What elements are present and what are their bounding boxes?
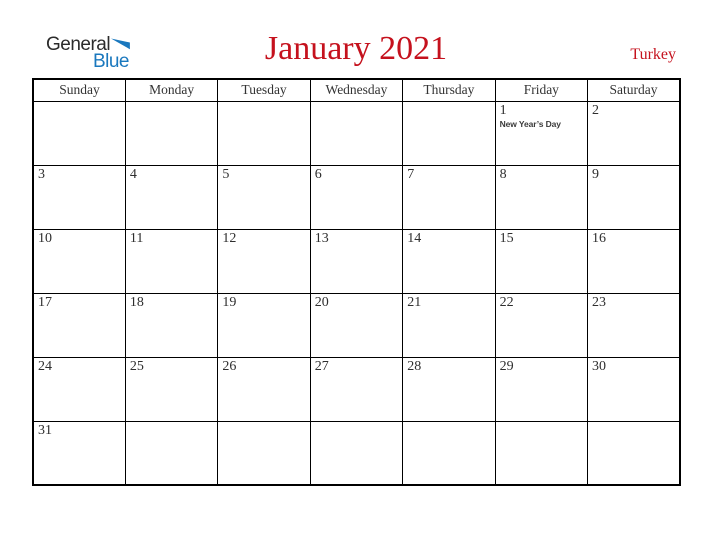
- calendar-cell: [125, 165, 217, 229]
- date-number: 23: [592, 294, 607, 310]
- calendar-cell: [310, 421, 402, 485]
- date-number: 29: [499, 358, 514, 374]
- day-header-friday: Friday: [495, 79, 587, 101]
- calendar-cell: [495, 229, 587, 293]
- date-number: 24: [38, 358, 52, 374]
- date-number: 15: [499, 230, 514, 246]
- calendar-cell: [588, 165, 680, 229]
- calendar-cell: [310, 293, 402, 357]
- date-number: 20: [314, 294, 329, 310]
- date-number: 7: [407, 166, 415, 182]
- calendar-cell: [33, 421, 125, 485]
- day-header-wednesday: Wednesday: [310, 79, 402, 101]
- week-row: [33, 357, 680, 421]
- calendar-cell: [218, 101, 310, 165]
- calendar-cell: [588, 101, 680, 165]
- calendar-cell: [310, 165, 402, 229]
- date-number: 16: [592, 230, 607, 246]
- calendar-cell: [33, 293, 125, 357]
- calendar-cell: [125, 421, 217, 485]
- week-row: [33, 293, 680, 357]
- date-number: 26: [222, 358, 237, 374]
- calendar-cell: [310, 101, 402, 165]
- date-number: 8: [499, 166, 507, 182]
- calendar-cell: [310, 229, 402, 293]
- calendar-cell: [125, 101, 217, 165]
- date-number: 3: [38, 166, 45, 182]
- calendar-cell: [403, 165, 495, 229]
- calendar-cell: [125, 357, 217, 421]
- logo-text-blue: Blue: [92, 51, 129, 72]
- calendar-table: [32, 78, 681, 486]
- calendar-cell: [495, 421, 587, 485]
- logo-text-general: General: [46, 34, 111, 55]
- calendar-cell: [588, 421, 680, 485]
- date-number: 2: [592, 102, 600, 118]
- page-title: January 2021: [264, 30, 448, 67]
- week-row: [33, 229, 680, 293]
- calendar-cell: [33, 165, 125, 229]
- date-number: 17: [38, 294, 52, 310]
- calendar-cell: [125, 229, 217, 293]
- calendar-cell: [33, 229, 125, 293]
- date-number: 28: [407, 358, 422, 374]
- calendar-cell: [125, 293, 217, 357]
- date-number: 19: [222, 294, 237, 310]
- week-row: [33, 165, 680, 229]
- calendar-cell: [588, 229, 680, 293]
- day-header-tuesday: Tuesday: [218, 79, 310, 101]
- calendar-cell: [218, 421, 310, 485]
- calendar-cell: [218, 357, 310, 421]
- calendar-cell: [403, 101, 495, 165]
- calendar-cell: [403, 293, 495, 357]
- calendar-cell: [33, 357, 125, 421]
- calendar-cell: [33, 101, 125, 165]
- date-number: 10: [38, 230, 52, 246]
- day-header-thursday: Thursday: [403, 79, 495, 101]
- calendar-cell: [403, 421, 495, 485]
- calendar-cell: [495, 165, 587, 229]
- day-header-saturday: Saturday: [588, 79, 680, 101]
- calendar-cell: [218, 165, 310, 229]
- date-number: 5: [222, 166, 230, 182]
- week-row: [33, 421, 680, 485]
- calendar-cell: [495, 293, 587, 357]
- date-number: 1: [499, 102, 507, 118]
- day-header-sunday: Sunday: [33, 79, 125, 101]
- date-number: 25: [129, 358, 144, 374]
- date-number: 13: [314, 230, 329, 246]
- calendar-cell: [310, 357, 402, 421]
- date-number: 22: [499, 294, 514, 310]
- date-number: 9: [592, 166, 600, 182]
- calendar-cell: [218, 293, 310, 357]
- date-number: 14: [407, 230, 422, 246]
- calendar-cell: [218, 229, 310, 293]
- holiday-label: New Year’s Day: [499, 118, 561, 129]
- date-number: 21: [407, 294, 422, 310]
- day-header-row: [33, 79, 680, 101]
- date-number: 6: [314, 166, 322, 182]
- date-number: 27: [314, 358, 329, 374]
- day-header-monday: Monday: [125, 79, 217, 101]
- date-number: 18: [129, 294, 144, 310]
- date-number: 11: [129, 230, 144, 246]
- week-row: [33, 101, 680, 165]
- calendar-cell: [403, 357, 495, 421]
- date-number: 12: [222, 230, 237, 246]
- region-label: Turkey: [630, 46, 676, 63]
- calendar-cell: [403, 229, 495, 293]
- date-number: 31: [38, 422, 52, 438]
- date-number: 4: [129, 166, 137, 182]
- date-number: 30: [592, 358, 607, 374]
- calendar-cell: [588, 293, 680, 357]
- calendar-cell-new-years-day: [495, 101, 587, 165]
- calendar-cell: [495, 357, 587, 421]
- calendar-cell: [588, 357, 680, 421]
